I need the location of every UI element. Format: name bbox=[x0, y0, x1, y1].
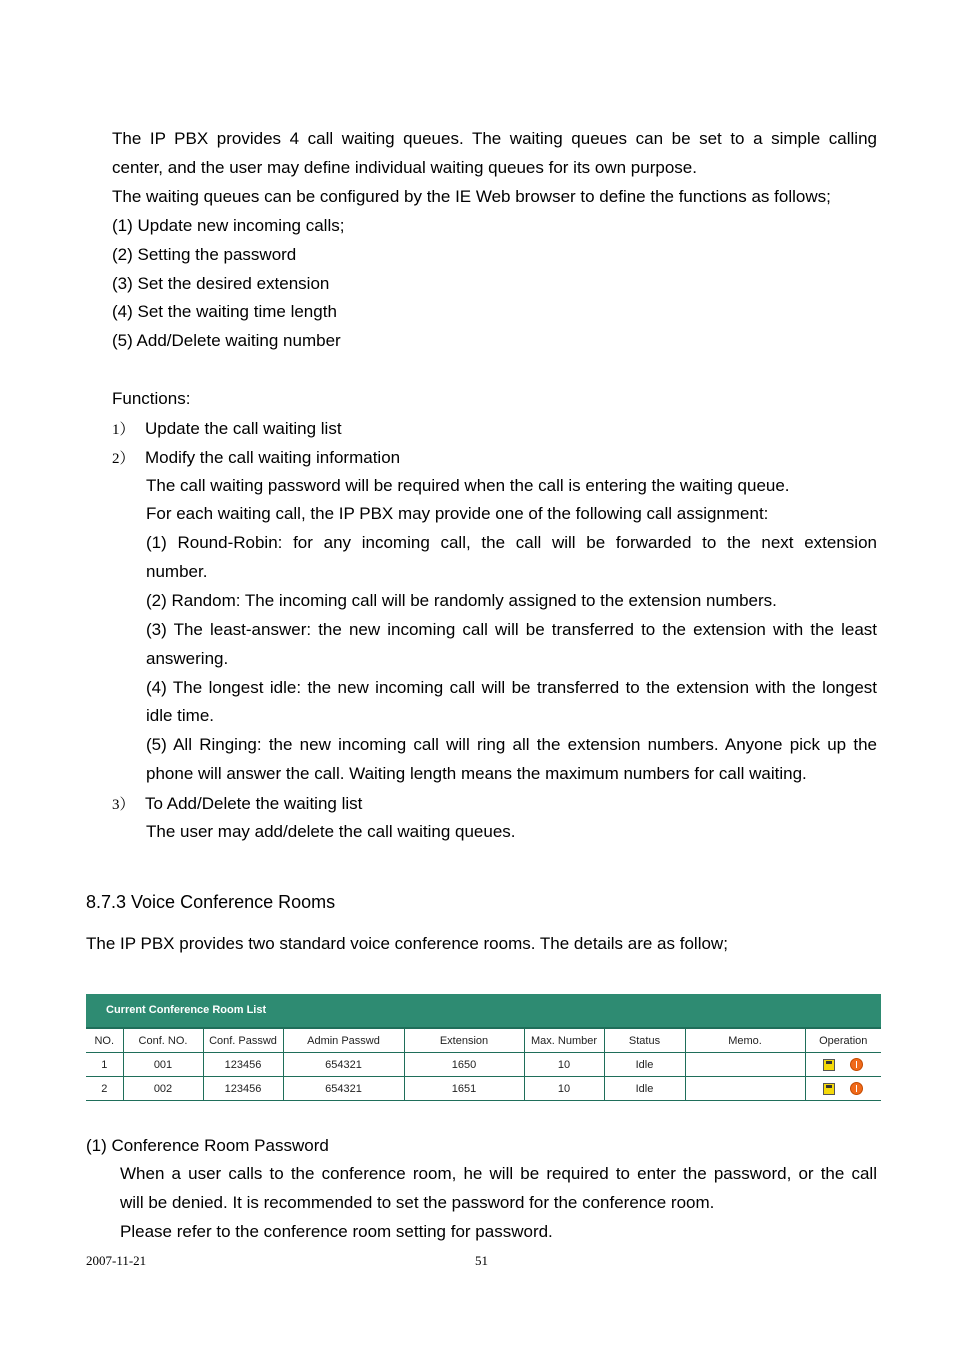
section-heading: 8.7.3 Voice Conference Rooms bbox=[86, 892, 336, 912]
f2-line-7: answering. bbox=[146, 649, 229, 668]
cell-conf-no: 001 bbox=[123, 1053, 203, 1077]
edit-icon[interactable] bbox=[823, 1083, 835, 1095]
cell-no: 1 bbox=[86, 1053, 123, 1077]
f2-line-4: number. bbox=[146, 562, 208, 581]
password-line-3: Please refer to the conference room setting for password. bbox=[120, 1222, 553, 1241]
intro-item-3: (3) Set the desired extension bbox=[112, 274, 330, 293]
intro-line-2: center, and the user may define individual waiting queues for its own purpose. bbox=[112, 158, 697, 177]
col-header-admin-passwd: Admin Passwd bbox=[283, 1028, 404, 1053]
cell-admin-passwd: 654321 bbox=[283, 1053, 404, 1077]
intro-paragraph-2: The waiting queues can be configured by the IE Web browser to define the functions as follows; bbox=[112, 187, 831, 206]
cell-conf-passwd: 123456 bbox=[203, 1077, 283, 1101]
function-number-3: 3） bbox=[112, 797, 135, 813]
function-number-2: 2） bbox=[112, 451, 135, 467]
cell-status: Idle bbox=[604, 1077, 685, 1101]
functions-heading: Functions: bbox=[112, 389, 191, 408]
cell-operation bbox=[805, 1077, 881, 1101]
function-text-2: Modify the call waiting information bbox=[145, 448, 401, 467]
cell-memo bbox=[685, 1053, 805, 1077]
cell-no: 2 bbox=[86, 1077, 123, 1101]
f2-line-8: (4) The longest idle: the new incoming call will be transferred to the extension with the longest bbox=[146, 678, 877, 697]
function-text-1: Update the call waiting list bbox=[145, 419, 342, 438]
f2-line-5: (2) Random: The incoming call will be randomly assigned to the extension numbers. bbox=[146, 591, 777, 610]
table-title: Current Conference Room List bbox=[86, 994, 881, 1027]
function-text-3: To Add/Delete the waiting list bbox=[145, 794, 363, 813]
table-row bbox=[86, 1077, 881, 1101]
f2-line-11: phone will answer the call. Waiting length means the maximum numbers for call waiting. bbox=[146, 764, 807, 783]
col-header-conf-passwd: Conf. Passwd bbox=[203, 1028, 283, 1053]
f2-line-2: For each waiting call, the IP PBX may provide one of the following call assignment: bbox=[146, 504, 769, 523]
password-line-2: will be denied. It is recommended to set the password for the conference room. bbox=[120, 1193, 715, 1212]
intro-item-5: (5) Add/Delete waiting number bbox=[112, 331, 341, 350]
cell-status: Idle bbox=[604, 1053, 685, 1077]
f2-line-9: idle time. bbox=[146, 706, 215, 725]
col-header-no: NO. bbox=[86, 1028, 123, 1053]
f2-line-3: (1) Round-Robin: for any incoming call, the call will be forwarded to the next extension bbox=[146, 533, 877, 552]
col-header-extension: Extension bbox=[404, 1028, 524, 1053]
footer-date: 2007-11-21 bbox=[86, 1253, 147, 1268]
f2-line-10: (5) All Ringing: the new incoming call will ring all the extension numbers. Anyone pick up the bbox=[146, 735, 877, 754]
edit-icon[interactable] bbox=[823, 1059, 835, 1071]
cell-admin-passwd: 654321 bbox=[283, 1077, 404, 1101]
col-header-operation: Operation bbox=[805, 1028, 881, 1053]
cell-conf-passwd: 123456 bbox=[203, 1053, 283, 1077]
cell-extension: 1650 bbox=[404, 1053, 524, 1077]
cell-extension: 1651 bbox=[404, 1077, 524, 1101]
delete-icon[interactable] bbox=[850, 1082, 863, 1095]
col-header-max-number: Max. Number bbox=[524, 1028, 604, 1053]
intro-line-1: The IP PBX provides 4 call waiting queues. The waiting queues can be set to a simple calling bbox=[112, 129, 877, 148]
intro-item-4: (4) Set the waiting time length bbox=[112, 302, 337, 321]
password-heading: (1) Conference Room Password bbox=[86, 1136, 329, 1155]
function-number-1: 1） bbox=[112, 422, 135, 438]
table-header-row bbox=[86, 1028, 881, 1053]
col-header-conf-no: Conf. NO. bbox=[123, 1028, 203, 1053]
cell-max-number: 10 bbox=[524, 1053, 604, 1077]
conference-room-table bbox=[86, 994, 881, 1101]
function-item-2 bbox=[112, 448, 400, 469]
intro-item-1: (1) Update new incoming calls; bbox=[112, 216, 345, 235]
col-header-status: Status bbox=[604, 1028, 685, 1053]
cell-conf-no: 002 bbox=[123, 1077, 203, 1101]
function-item-3 bbox=[112, 794, 362, 815]
intro-item-2: (2) Setting the password bbox=[112, 245, 297, 264]
cell-operation bbox=[805, 1053, 881, 1077]
f3-line: The user may add/delete the call waiting queues. bbox=[146, 822, 516, 841]
password-line-1: When a user calls to the conference room, he will be required to enter the password, or the call bbox=[120, 1164, 877, 1183]
function-item-1 bbox=[112, 419, 342, 440]
section-intro: The IP PBX provides two standard voice conference rooms. The details are as follow; bbox=[86, 934, 728, 953]
cell-max-number: 10 bbox=[524, 1077, 604, 1101]
table-row bbox=[86, 1053, 881, 1077]
f2-line-1: The call waiting password will be required when the call is entering the waiting queue. bbox=[146, 476, 790, 495]
delete-icon[interactable] bbox=[850, 1058, 863, 1071]
f2-line-6: (3) The least-answer: the new incoming call will be transferred to the extension with the least bbox=[146, 620, 877, 639]
page-number: 51 bbox=[475, 1253, 488, 1268]
cell-memo bbox=[685, 1077, 805, 1101]
col-header-memo: Memo. bbox=[685, 1028, 805, 1053]
